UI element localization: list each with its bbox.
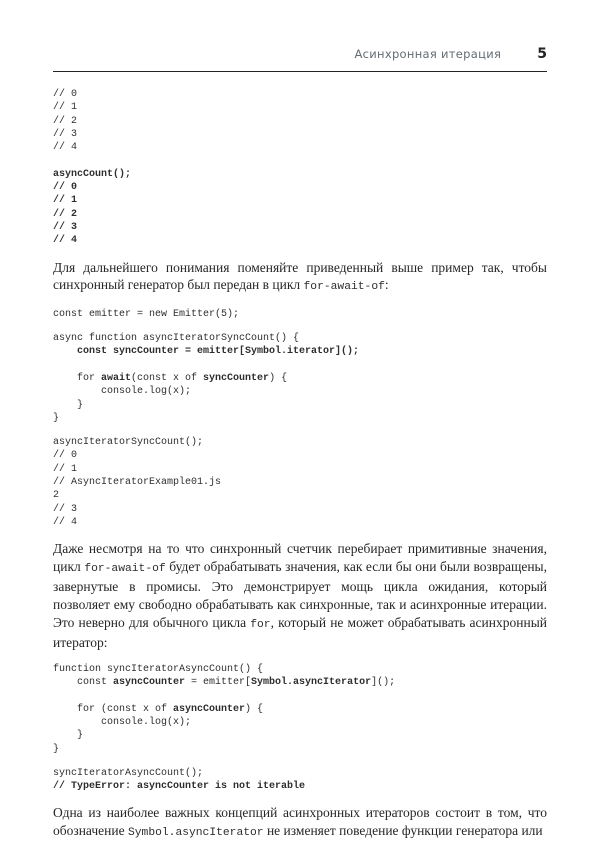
page-header	[53, 46, 547, 72]
text-run: }	[53, 412, 60, 424]
text-run: будет обрабатывать значения, как если бы они были возвращены, завернутые в промисы. Это демонстрирует мощь цикла ожидания, который позволяет ему свободно обрабатывать как синхронные, так и асинхронные итерации. Это неверно для обычного цикла	[53, 558, 548, 630]
code-block-async-iterator-sync-count-output	[53, 436, 547, 529]
text-run: async function asyncIteratorSyncCount() {	[53, 333, 300, 345]
code-line	[53, 141, 547, 154]
text-run: // AsyncIteratorExample01.js	[53, 477, 222, 489]
text-run: syncIteratorAsyncCount();	[53, 767, 204, 779]
code-line	[53, 385, 547, 398]
running-head-title: Асинхронная итерация	[354, 47, 502, 61]
text-run: // 2	[53, 115, 78, 127]
code-line	[53, 308, 547, 321]
text-run: Symbol.asyncIterator	[251, 677, 372, 689]
code-block-async-iterator-sync-count	[53, 332, 547, 425]
code-line	[53, 399, 547, 412]
text-run: // 4	[53, 142, 78, 154]
page-number: 5	[537, 46, 547, 62]
code-block-sync-iterator-async-count	[53, 663, 547, 756]
code-line	[53, 372, 547, 385]
text-run: ) {	[245, 703, 264, 715]
inline-code: for-await-of	[303, 281, 385, 294]
code-line	[53, 128, 547, 141]
inline-code: Symbol.asyncIterator	[127, 827, 264, 840]
code-line	[53, 516, 547, 529]
text-run: ]();	[371, 677, 396, 689]
code-line	[53, 780, 547, 793]
code-block-output-top	[53, 88, 547, 248]
paragraph-sync-counter-explanation	[53, 540, 547, 652]
text-run: for (const x of	[53, 703, 174, 715]
code-line	[53, 489, 547, 502]
code-line	[53, 729, 547, 742]
text-run: // 0	[53, 89, 78, 100]
code-line	[53, 663, 547, 676]
text-run: не изменяет поведение функции генератора или	[263, 823, 543, 839]
code-line	[53, 676, 547, 689]
inline-code: for	[250, 618, 271, 631]
code-line	[53, 168, 547, 181]
text-run: :	[384, 277, 389, 293]
text-run: const emitter = new Emitter(5);	[53, 308, 240, 320]
text-run: // 1	[53, 463, 78, 475]
text-run: Одна из наиболее важных концепций асинхронных итераторов состоит в том, что обозначение	[53, 805, 547, 839]
code-line	[53, 703, 547, 716]
text-run: asyncCounter	[113, 677, 186, 689]
text-run	[53, 346, 77, 357]
code-line	[53, 463, 547, 476]
text-run: ) {	[269, 372, 288, 384]
text-run: await	[101, 372, 132, 384]
text-run: Даже несмотря на то что синхронный счетчик перебирает примитивные значения, цикл	[53, 541, 547, 574]
code-block-sync-iterator-async-count-output	[53, 767, 547, 794]
text-run: // 3	[53, 503, 78, 515]
code-line	[53, 181, 547, 194]
text-run: // 2	[53, 208, 78, 220]
text-run: 2	[53, 490, 60, 502]
code-line	[53, 767, 547, 780]
text-run: // TypeError: asyncCounter is not iterable	[53, 781, 306, 793]
text-run: syncCounter	[203, 372, 270, 384]
text-run: = emitter[	[185, 677, 252, 689]
text-run: // 0	[53, 450, 78, 462]
code-line	[53, 436, 547, 449]
code-line	[53, 359, 547, 372]
text-run: }	[53, 399, 84, 411]
text-run: // 3	[53, 221, 78, 233]
text-run: asyncIteratorSyncCount();	[53, 437, 204, 449]
text-run: asyncCounter	[173, 703, 246, 715]
text-run: // 1	[53, 102, 78, 114]
code-line	[53, 101, 547, 114]
code-line	[53, 743, 547, 756]
code-line	[53, 115, 547, 128]
text-run: }	[53, 730, 84, 742]
code-line	[53, 689, 547, 702]
text-run: }	[53, 743, 60, 755]
text-run: , который не может обрабатывать асинхронный итератор:	[53, 614, 547, 651]
text-run: (const x of	[131, 372, 204, 384]
text-run: // 3	[53, 128, 78, 140]
code-line	[53, 194, 547, 207]
text-run: // 4	[53, 235, 78, 247]
text-run: for	[53, 372, 102, 384]
text-run: const	[53, 677, 114, 689]
code-line	[53, 449, 547, 462]
code-line	[53, 234, 547, 247]
text-run: function syncIteratorAsyncCount() {	[53, 663, 264, 675]
text-run: const syncCounter = emitter[Symbol.iterator]();	[77, 346, 360, 358]
text-run: Для дальнейшего понимания поменяйте приведенный выше пример так, чтобы синхронный генератор был передан в цикл	[53, 259, 547, 293]
code-line	[53, 88, 547, 101]
text-run: // 1	[53, 195, 78, 207]
text-run: // 0	[53, 182, 78, 194]
text-run: asyncCount();	[53, 168, 132, 180]
paragraph-intro-for-await	[53, 259, 547, 297]
code-block-emitter-init	[53, 308, 547, 321]
code-line	[53, 476, 547, 489]
code-line	[53, 716, 547, 729]
text-run: // 4	[53, 516, 78, 528]
code-line	[53, 221, 547, 234]
code-line	[53, 345, 547, 358]
text-run: console.log(x);	[53, 386, 192, 398]
code-line	[53, 503, 547, 516]
paragraph-symbol-asynciterator	[53, 804, 547, 842]
code-line	[53, 412, 547, 425]
code-line	[53, 208, 547, 221]
code-line	[53, 154, 547, 167]
inline-code: for-await-of	[84, 562, 166, 575]
text-run: console.log(x);	[53, 716, 192, 728]
code-line	[53, 332, 547, 345]
